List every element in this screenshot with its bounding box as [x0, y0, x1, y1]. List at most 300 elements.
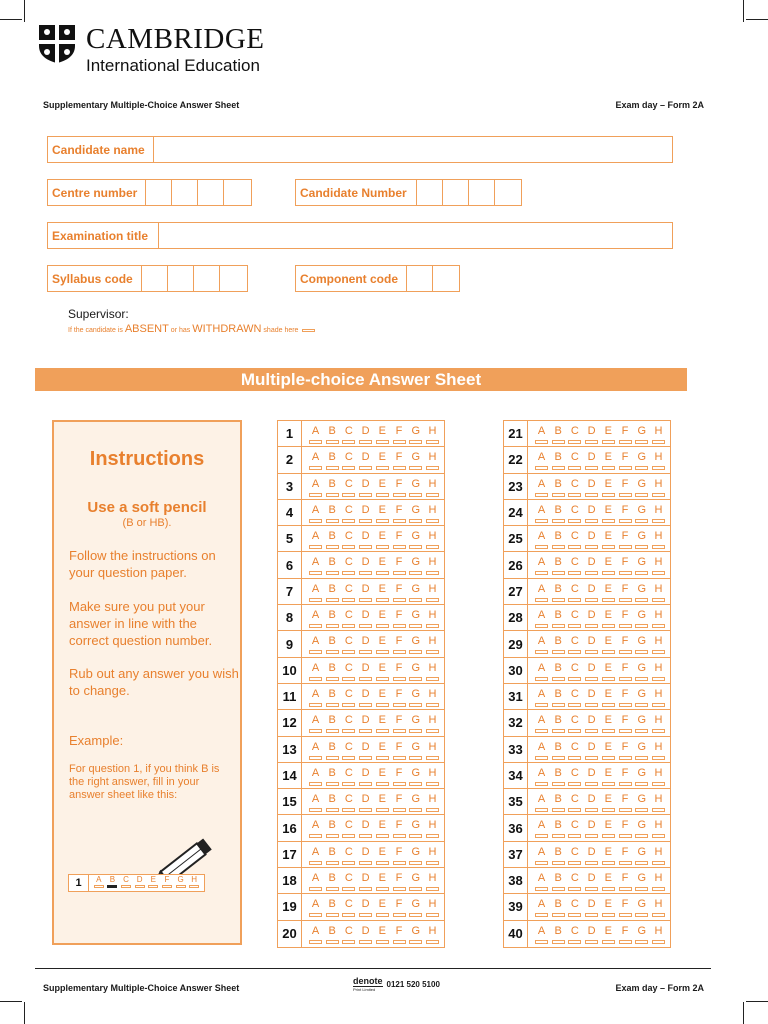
answer-bubble[interactable] — [359, 526, 372, 551]
option-mark-box[interactable] — [585, 650, 598, 654]
option-mark-box[interactable] — [635, 624, 648, 628]
option-mark-box[interactable] — [393, 782, 406, 786]
option-mark-box[interactable] — [393, 703, 406, 707]
answer-bubble[interactable] — [376, 631, 389, 656]
option-mark-box[interactable] — [552, 571, 565, 575]
answer-bubble[interactable] — [376, 763, 389, 788]
answer-bubble[interactable] — [376, 789, 389, 814]
answer-bubble[interactable] — [426, 737, 439, 762]
option-mark-box[interactable] — [552, 466, 565, 470]
answer-bubble[interactable] — [426, 868, 439, 893]
answer-bubble[interactable] — [393, 737, 406, 762]
examination-title-field[interactable] — [47, 222, 673, 249]
option-mark-box[interactable] — [342, 913, 355, 917]
option-mark-box[interactable] — [393, 756, 406, 760]
answer-bubble[interactable] — [652, 631, 665, 656]
option-mark-box[interactable] — [326, 466, 339, 470]
answer-bubble[interactable] — [309, 474, 322, 499]
option-mark-box[interactable] — [585, 624, 598, 628]
option-mark-box[interactable] — [535, 808, 548, 812]
answer-bubble[interactable] — [309, 894, 322, 919]
answer-bubble[interactable] — [342, 526, 355, 551]
answer-bubble[interactable] — [619, 421, 632, 446]
option-mark-box[interactable] — [619, 756, 632, 760]
answer-bubble[interactable] — [602, 658, 615, 683]
option-mark-box[interactable] — [393, 650, 406, 654]
option-mark-box[interactable] — [552, 624, 565, 628]
option-mark-box[interactable] — [393, 440, 406, 444]
option-mark-box[interactable] — [535, 834, 548, 838]
answer-bubble[interactable] — [326, 684, 339, 709]
answer-bubble[interactable] — [652, 894, 665, 919]
answer-bubble[interactable] — [359, 658, 372, 683]
option-mark-box[interactable] — [376, 703, 389, 707]
option-mark-box[interactable] — [426, 861, 439, 865]
answer-bubble[interactable] — [635, 710, 648, 735]
answer-bubble[interactable] — [619, 658, 632, 683]
option-mark-box[interactable] — [409, 598, 422, 602]
answer-bubble[interactable] — [376, 710, 389, 735]
answer-bubble[interactable] — [619, 605, 632, 630]
option-mark-box[interactable] — [585, 861, 598, 865]
option-mark-box[interactable] — [309, 913, 322, 917]
answer-bubble[interactable] — [552, 500, 565, 525]
answer-bubble[interactable] — [309, 579, 322, 604]
option-mark-box[interactable] — [568, 571, 581, 575]
option-mark-box[interactable] — [652, 440, 665, 444]
answer-bubble[interactable] — [635, 815, 648, 840]
option-mark-box[interactable] — [602, 598, 615, 602]
option-mark-box[interactable] — [568, 493, 581, 497]
answer-bubble[interactable] — [552, 763, 565, 788]
answer-bubble[interactable] — [309, 789, 322, 814]
answer-bubble[interactable] — [309, 526, 322, 551]
answer-bubble[interactable] — [652, 605, 665, 630]
option-mark-box[interactable] — [342, 493, 355, 497]
answer-bubble[interactable] — [326, 447, 339, 472]
option-mark-box[interactable] — [426, 703, 439, 707]
answer-bubble[interactable] — [359, 710, 372, 735]
option-mark-box[interactable] — [309, 598, 322, 602]
option-mark-box[interactable] — [309, 519, 322, 523]
answer-bubble[interactable] — [326, 474, 339, 499]
answer-bubble[interactable] — [426, 447, 439, 472]
answer-bubble[interactable] — [635, 763, 648, 788]
answer-bubble[interactable] — [409, 684, 422, 709]
answer-bubble[interactable] — [409, 447, 422, 472]
option-mark-box[interactable] — [568, 782, 581, 786]
answer-bubble[interactable] — [376, 605, 389, 630]
option-mark-box[interactable] — [376, 729, 389, 733]
option-mark-box[interactable] — [359, 834, 372, 838]
option-mark-box[interactable] — [359, 677, 372, 681]
answer-bubble[interactable] — [409, 474, 422, 499]
answer-bubble[interactable] — [326, 526, 339, 551]
option-mark-box[interactable] — [342, 887, 355, 891]
answer-bubble[interactable] — [585, 737, 598, 762]
option-mark-box[interactable] — [376, 940, 389, 944]
answer-bubble[interactable] — [635, 789, 648, 814]
option-mark-box[interactable] — [309, 440, 322, 444]
answer-bubble[interactable] — [585, 763, 598, 788]
answer-bubble[interactable] — [535, 684, 548, 709]
centre-number-box[interactable] — [172, 180, 198, 205]
answer-bubble[interactable] — [359, 868, 372, 893]
answer-bubble[interactable] — [535, 868, 548, 893]
answer-bubble[interactable] — [602, 474, 615, 499]
answer-bubble[interactable] — [619, 842, 632, 867]
option-mark-box[interactable] — [409, 545, 422, 549]
option-mark-box[interactable] — [393, 466, 406, 470]
option-mark-box[interactable] — [359, 729, 372, 733]
answer-bubble[interactable] — [342, 789, 355, 814]
answer-bubble[interactable] — [619, 763, 632, 788]
answer-bubble[interactable] — [309, 447, 322, 472]
option-mark-box[interactable] — [359, 703, 372, 707]
option-mark-box[interactable] — [393, 677, 406, 681]
option-mark-box[interactable] — [326, 493, 339, 497]
answer-bubble[interactable] — [342, 868, 355, 893]
answer-bubble[interactable] — [652, 763, 665, 788]
option-mark-box[interactable] — [376, 624, 389, 628]
option-mark-box[interactable] — [619, 440, 632, 444]
option-mark-box[interactable] — [426, 677, 439, 681]
option-mark-box[interactable] — [359, 440, 372, 444]
option-mark-box[interactable] — [409, 493, 422, 497]
option-mark-box[interactable] — [552, 834, 565, 838]
answer-bubble[interactable] — [535, 710, 548, 735]
option-mark-box[interactable] — [619, 808, 632, 812]
answer-bubble[interactable] — [409, 605, 422, 630]
answer-bubble[interactable] — [602, 631, 615, 656]
answer-bubble[interactable] — [426, 500, 439, 525]
answer-bubble[interactable] — [342, 710, 355, 735]
option-mark-box[interactable] — [619, 466, 632, 470]
option-mark-box[interactable] — [376, 493, 389, 497]
option-mark-box[interactable] — [635, 913, 648, 917]
answer-bubble[interactable] — [585, 474, 598, 499]
answer-bubble[interactable] — [585, 658, 598, 683]
answer-bubble[interactable] — [426, 579, 439, 604]
option-mark-box[interactable] — [359, 913, 372, 917]
option-mark-box[interactable] — [409, 466, 422, 470]
answer-bubble[interactable] — [359, 605, 372, 630]
answer-bubble[interactable] — [393, 579, 406, 604]
syllabus-code-box[interactable] — [220, 266, 246, 291]
option-mark-box[interactable] — [635, 571, 648, 575]
answer-bubble[interactable] — [359, 684, 372, 709]
answer-bubble[interactable] — [635, 868, 648, 893]
answer-bubble[interactable] — [326, 921, 339, 947]
option-mark-box[interactable] — [585, 756, 598, 760]
option-mark-box[interactable] — [426, 729, 439, 733]
option-mark-box[interactable] — [552, 782, 565, 786]
answer-bubble[interactable] — [568, 631, 581, 656]
answer-bubble[interactable] — [309, 631, 322, 656]
option-mark-box[interactable] — [359, 940, 372, 944]
option-mark-box[interactable] — [535, 913, 548, 917]
answer-bubble[interactable] — [326, 868, 339, 893]
option-mark-box[interactable] — [635, 519, 648, 523]
option-mark-box[interactable] — [326, 782, 339, 786]
option-mark-box[interactable] — [426, 440, 439, 444]
answer-bubble[interactable] — [652, 526, 665, 551]
option-mark-box[interactable] — [568, 913, 581, 917]
answer-bubble[interactable] — [619, 684, 632, 709]
option-mark-box[interactable] — [393, 861, 406, 865]
answer-bubble[interactable] — [409, 894, 422, 919]
option-mark-box[interactable] — [619, 624, 632, 628]
option-mark-box[interactable] — [326, 913, 339, 917]
answer-bubble[interactable] — [568, 763, 581, 788]
option-mark-box[interactable] — [342, 729, 355, 733]
option-mark-box[interactable] — [535, 782, 548, 786]
answer-bubble[interactable] — [652, 684, 665, 709]
option-mark-box[interactable] — [585, 677, 598, 681]
option-mark-box[interactable] — [309, 703, 322, 707]
answer-bubble[interactable] — [585, 631, 598, 656]
option-mark-box[interactable] — [342, 571, 355, 575]
answer-bubble[interactable] — [376, 921, 389, 947]
answer-bubble[interactable] — [342, 500, 355, 525]
answer-bubble[interactable] — [552, 868, 565, 893]
answer-bubble[interactable] — [426, 789, 439, 814]
option-mark-box[interactable] — [635, 861, 648, 865]
answer-bubble[interactable] — [602, 421, 615, 446]
option-mark-box[interactable] — [393, 808, 406, 812]
option-mark-box[interactable] — [602, 440, 615, 444]
answer-bubble[interactable] — [635, 526, 648, 551]
option-mark-box[interactable] — [568, 440, 581, 444]
option-mark-box[interactable] — [552, 440, 565, 444]
option-mark-box[interactable] — [568, 519, 581, 523]
answer-bubble[interactable] — [409, 421, 422, 446]
answer-bubble[interactable] — [376, 842, 389, 867]
option-mark-box[interactable] — [585, 887, 598, 891]
option-mark-box[interactable] — [342, 756, 355, 760]
option-mark-box[interactable] — [376, 834, 389, 838]
option-mark-box[interactable] — [326, 861, 339, 865]
option-mark-box[interactable] — [552, 913, 565, 917]
answer-bubble[interactable] — [359, 737, 372, 762]
option-mark-box[interactable] — [585, 834, 598, 838]
answer-bubble[interactable] — [326, 789, 339, 814]
answer-bubble[interactable] — [393, 894, 406, 919]
option-mark-box[interactable] — [635, 808, 648, 812]
option-mark-box[interactable] — [359, 493, 372, 497]
answer-bubble[interactable] — [426, 710, 439, 735]
option-mark-box[interactable] — [535, 887, 548, 891]
answer-bubble[interactable] — [393, 842, 406, 867]
option-mark-box[interactable] — [568, 729, 581, 733]
answer-bubble[interactable] — [342, 631, 355, 656]
candidate-name-field[interactable] — [47, 136, 673, 163]
answer-bubble[interactable] — [635, 605, 648, 630]
answer-bubble[interactable] — [426, 605, 439, 630]
answer-bubble[interactable] — [585, 710, 598, 735]
option-mark-box[interactable] — [393, 624, 406, 628]
answer-bubble[interactable] — [568, 789, 581, 814]
option-mark-box[interactable] — [409, 913, 422, 917]
answer-bubble[interactable] — [619, 552, 632, 577]
option-mark-box[interactable] — [359, 571, 372, 575]
option-mark-box[interactable] — [426, 650, 439, 654]
option-mark-box[interactable] — [652, 571, 665, 575]
option-mark-box[interactable] — [309, 545, 322, 549]
answer-bubble[interactable] — [568, 894, 581, 919]
answer-bubble[interactable] — [393, 921, 406, 947]
answer-bubble[interactable] — [619, 868, 632, 893]
answer-bubble[interactable] — [426, 842, 439, 867]
option-mark-box[interactable] — [602, 834, 615, 838]
answer-bubble[interactable] — [376, 500, 389, 525]
option-mark-box[interactable] — [568, 808, 581, 812]
answer-bubble[interactable] — [409, 710, 422, 735]
option-mark-box[interactable] — [652, 834, 665, 838]
option-mark-box[interactable] — [393, 834, 406, 838]
option-mark-box[interactable] — [602, 624, 615, 628]
option-mark-box[interactable] — [552, 545, 565, 549]
answer-bubble[interactable] — [585, 684, 598, 709]
option-mark-box[interactable] — [635, 598, 648, 602]
answer-bubble[interactable] — [393, 447, 406, 472]
option-mark-box[interactable] — [409, 861, 422, 865]
option-mark-box[interactable] — [309, 808, 322, 812]
answer-bubble[interactable] — [426, 684, 439, 709]
answer-bubble[interactable] — [359, 921, 372, 947]
option-mark-box[interactable] — [342, 808, 355, 812]
option-mark-box[interactable] — [376, 466, 389, 470]
answer-bubble[interactable] — [652, 815, 665, 840]
option-mark-box[interactable] — [585, 545, 598, 549]
answer-bubble[interactable] — [535, 605, 548, 630]
option-mark-box[interactable] — [359, 861, 372, 865]
answer-bubble[interactable] — [619, 526, 632, 551]
answer-bubble[interactable] — [359, 421, 372, 446]
answer-bubble[interactable] — [635, 579, 648, 604]
answer-bubble[interactable] — [602, 842, 615, 867]
option-mark-box[interactable] — [635, 940, 648, 944]
option-mark-box[interactable] — [409, 887, 422, 891]
option-mark-box[interactable] — [342, 440, 355, 444]
option-mark-box[interactable] — [568, 677, 581, 681]
option-mark-box[interactable] — [309, 466, 322, 470]
answer-bubble[interactable] — [585, 894, 598, 919]
option-mark-box[interactable] — [585, 703, 598, 707]
absent-shade-box[interactable] — [302, 329, 315, 332]
option-mark-box[interactable] — [535, 493, 548, 497]
answer-bubble[interactable] — [326, 552, 339, 577]
option-mark-box[interactable] — [426, 782, 439, 786]
answer-bubble[interactable] — [552, 474, 565, 499]
answer-bubble[interactable] — [359, 474, 372, 499]
option-mark-box[interactable] — [635, 545, 648, 549]
option-mark-box[interactable] — [342, 466, 355, 470]
answer-bubble[interactable] — [552, 579, 565, 604]
option-mark-box[interactable] — [568, 756, 581, 760]
answer-bubble[interactable] — [602, 737, 615, 762]
option-mark-box[interactable] — [342, 545, 355, 549]
option-mark-box[interactable] — [376, 519, 389, 523]
answer-bubble[interactable] — [376, 421, 389, 446]
option-mark-box[interactable] — [376, 571, 389, 575]
answer-bubble[interactable] — [568, 921, 581, 947]
option-mark-box[interactable] — [652, 466, 665, 470]
answer-bubble[interactable] — [568, 710, 581, 735]
answer-bubble[interactable] — [376, 526, 389, 551]
option-mark-box[interactable] — [552, 940, 565, 944]
answer-bubble[interactable] — [359, 842, 372, 867]
answer-bubble[interactable] — [393, 710, 406, 735]
option-mark-box[interactable] — [409, 729, 422, 733]
option-mark-box[interactable] — [602, 519, 615, 523]
answer-bubble[interactable] — [326, 421, 339, 446]
answer-bubble[interactable] — [393, 526, 406, 551]
option-mark-box[interactable] — [619, 677, 632, 681]
option-mark-box[interactable] — [409, 650, 422, 654]
option-mark-box[interactable] — [426, 466, 439, 470]
option-mark-box[interactable] — [342, 834, 355, 838]
examination-title-input[interactable] — [159, 223, 672, 248]
answer-bubble[interactable] — [359, 763, 372, 788]
option-mark-box[interactable] — [585, 493, 598, 497]
answer-bubble[interactable] — [568, 605, 581, 630]
answer-bubble[interactable] — [568, 552, 581, 577]
answer-bubble[interactable] — [635, 500, 648, 525]
option-mark-box[interactable] — [535, 545, 548, 549]
answer-bubble[interactable] — [376, 552, 389, 577]
answer-bubble[interactable] — [376, 737, 389, 762]
answer-bubble[interactable] — [326, 500, 339, 525]
option-mark-box[interactable] — [619, 887, 632, 891]
option-mark-box[interactable] — [309, 782, 322, 786]
answer-bubble[interactable] — [552, 447, 565, 472]
option-mark-box[interactable] — [602, 808, 615, 812]
option-mark-box[interactable] — [619, 519, 632, 523]
option-mark-box[interactable] — [309, 677, 322, 681]
answer-bubble[interactable] — [635, 631, 648, 656]
option-mark-box[interactable] — [552, 598, 565, 602]
answer-bubble[interactable] — [568, 684, 581, 709]
option-mark-box[interactable] — [652, 703, 665, 707]
option-mark-box[interactable] — [326, 598, 339, 602]
option-mark-box[interactable] — [652, 756, 665, 760]
option-mark-box[interactable] — [309, 729, 322, 733]
answer-bubble[interactable] — [342, 474, 355, 499]
answer-bubble[interactable] — [552, 789, 565, 814]
answer-bubble[interactable] — [393, 789, 406, 814]
candidate-number-box[interactable] — [443, 180, 469, 205]
option-mark-box[interactable] — [393, 887, 406, 891]
answer-bubble[interactable] — [409, 526, 422, 551]
centre-number-box[interactable] — [146, 180, 172, 205]
answer-bubble[interactable] — [602, 868, 615, 893]
answer-bubble[interactable] — [409, 552, 422, 577]
answer-bubble[interactable] — [326, 631, 339, 656]
option-mark-box[interactable] — [602, 677, 615, 681]
answer-bubble[interactable] — [359, 789, 372, 814]
answer-bubble[interactable] — [602, 789, 615, 814]
option-mark-box[interactable] — [535, 729, 548, 733]
option-mark-box[interactable] — [426, 834, 439, 838]
option-mark-box[interactable] — [552, 808, 565, 812]
option-mark-box[interactable] — [552, 493, 565, 497]
option-mark-box[interactable] — [535, 440, 548, 444]
answer-bubble[interactable] — [535, 500, 548, 525]
answer-bubble[interactable] — [359, 552, 372, 577]
answer-bubble[interactable] — [393, 763, 406, 788]
answer-bubble[interactable] — [393, 421, 406, 446]
